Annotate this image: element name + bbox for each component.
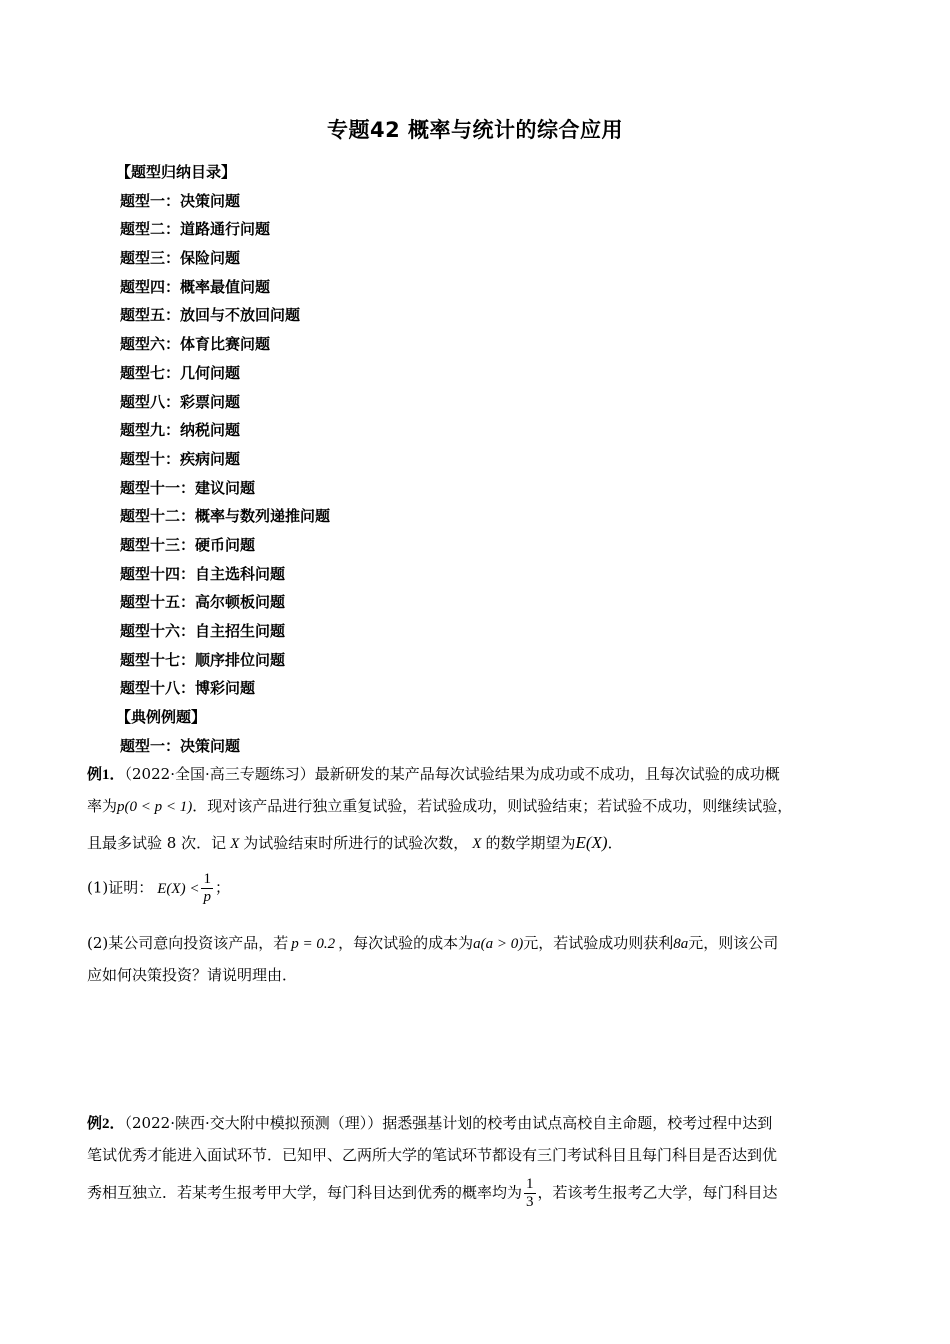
- fraction-denominator: p: [203, 889, 211, 905]
- example-2-line-3-end: ，若该考生报考乙大学，每门科目达: [537, 1183, 778, 1202]
- fraction-numerator: 1: [526, 1176, 534, 1192]
- toc-item-13: 题型十三：硬币问题: [120, 535, 256, 554]
- toc-item-10: 题型十：疾病问题: [120, 449, 241, 468]
- math-gain: 8a: [673, 936, 689, 952]
- example-1-line-3-end: ．: [607, 834, 623, 852]
- toc-item-7: 题型七：几何问题: [120, 363, 241, 382]
- math-inequality-lhs: E(X) <: [157, 880, 200, 897]
- question-2-cost-text: ，每次试验的成本为: [338, 934, 474, 952]
- example-2-line-3-start: 秀相互独立．若某考生报考甲大学，每门科目达到优秀的概率均为: [87, 1183, 523, 1202]
- example-1-line-1: （2022·全国·高三专题练习）最新研发的某产品每次试验结果为成功或不成功，且每次试验的成功概: [124, 765, 780, 783]
- toc-item-3: 题型三：保险问题: [120, 249, 241, 268]
- math-var-x: X: [230, 836, 240, 852]
- math-expectation: E(X): [575, 833, 608, 852]
- toc-item-8: 题型八：彩票问题: [120, 392, 241, 411]
- toc-item-5: 题型五：放回与不放回问题: [120, 306, 301, 325]
- page-title: 专题42 概率与统计的综合应用: [326, 118, 624, 142]
- example-1-label: 例1．: [87, 767, 125, 783]
- toc-item-18: 题型十八：博彩问题: [120, 679, 256, 698]
- toc-item-16: 题型十六：自主招生问题: [120, 622, 286, 640]
- example-1-line-2-start: 率为: [87, 797, 118, 815]
- toc-header: 【题型归纳目录】: [116, 163, 237, 181]
- fraction-numerator: 1: [203, 871, 211, 887]
- math-p-value: p = 0.2: [291, 936, 336, 952]
- question-1-label: (1)证明：: [87, 878, 154, 897]
- toc-item-4: 题型四：概率最值问题: [120, 277, 271, 296]
- math-fraction-1-over-p: [201, 871, 213, 906]
- toc-item-11: 题型十一：建议问题: [120, 478, 256, 497]
- question-2-line-2: 应如何决策投资？请说明理由．: [87, 966, 298, 984]
- toc-item-17: 题型十七：顺序排位问题: [120, 650, 286, 669]
- math-p-range: p(0 < p < 1): [117, 799, 193, 815]
- example-2-line-1: （2022·陕西·交大附中模拟预测（理））据悉强基计划的校考由试点高校自主命题，校考过程中达到: [124, 1114, 773, 1132]
- toc-item-1: 题型一：决策问题: [120, 191, 241, 210]
- toc-item-9: 题型九：纳税问题: [120, 421, 241, 440]
- math-cost: a(a > 0): [473, 936, 524, 952]
- fraction-denominator: 3: [526, 1194, 534, 1210]
- question-1-end: ；: [214, 878, 230, 897]
- math-var-x-2: X: [472, 836, 482, 852]
- question-2-gain-text: 元，若试验成功则获利: [523, 934, 674, 952]
- example-1-line-2-end: ．现对该产品进行独立重复试验，若试验成功，则试验结束；若试验不成功，则继续试验，: [192, 797, 793, 815]
- question-2-end: 元，则该公司: [688, 934, 779, 952]
- section-heading: 题型一：决策问题: [120, 736, 241, 755]
- toc: [116, 158, 331, 760]
- toc-item-2: 题型二：道路通行问题: [120, 220, 271, 239]
- example-2-line-2: 笔试优秀才能进入面试环节．已知甲、乙两所大学的笔试环节都设有三门考试科目且每门科目是否达到优: [87, 1146, 778, 1164]
- examples-header: 【典例例题】: [116, 708, 207, 727]
- question-2-start: (2)某公司意向投资该产品，若: [87, 934, 289, 952]
- toc-item-14: 题型十四：自主选科问题: [120, 564, 286, 583]
- toc-item-12: 题型十二：概率与数列递推问题: [120, 507, 331, 526]
- example-2-label: 例2．: [87, 1116, 125, 1132]
- toc-item-6: 题型六：体育比赛问题: [120, 335, 271, 354]
- example-1-line-3-tail: 的数学期望为: [485, 834, 576, 852]
- toc-item-15: 题型十五：高尔顿板问题: [120, 593, 286, 612]
- example-1-line-3-mid: 为试验结束时所进行的试验次数，: [243, 834, 469, 852]
- example-1-line-3-start: 且最多试验 8 次．记: [87, 834, 227, 852]
- math-fraction-one-third: [524, 1176, 536, 1211]
